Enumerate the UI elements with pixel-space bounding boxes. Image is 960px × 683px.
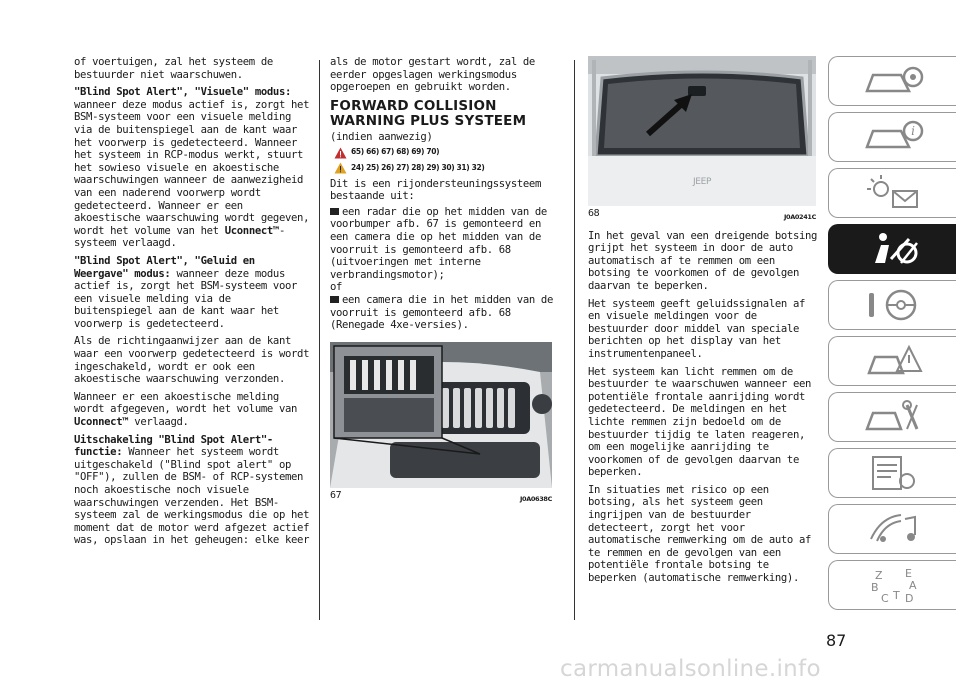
page-number: 87 <box>826 631 847 650</box>
bullet-icon <box>330 208 339 215</box>
paragraph: "Blind Spot Alert", "Visuele" modus: wanneer deze modus actief is, zorgt het BSM-systeem voor een visuele melding via de buitenspiegel aan de kant waar het voorwerp is gedetecteerd. Wanneer het systeem in RCP-modus werkt, stuurt het sowieso visuele en akoestische waarschuwingen wanneer de aanwezigheid van een naderend voorwerp wordt gedetecteerd. Wanneer er een akoestische waarschuwing wordt gegeven, wordt het volume van het Uconnect™-systeem verlaagd. <box>74 86 310 250</box>
paragraph: Als de richtingaanwijzer aan de kant waar een voorwerp gedetecteerd is wordt ingeschakeld, wordt er ook een akoestische waarschuwing verzonden. <box>74 335 310 386</box>
column-divider <box>574 60 575 620</box>
figure-windshield <box>588 56 816 206</box>
paragraph: of <box>330 281 343 294</box>
figure-caption <box>588 208 816 224</box>
alphabet-index-icon <box>861 565 925 605</box>
figure-front-bumper <box>330 342 552 488</box>
index-letter: E <box>904 567 912 580</box>
figure-code: J0A0241C <box>783 213 816 221</box>
tab-getting-to-know[interactable] <box>828 112 956 162</box>
paragraph: In situaties met risico op een botsing, als het systeem geen ingrijpen van de bestuurder detecteert, zorgt het voor automatische remwerking om de auto af te remmen en de gevolgen van een potentiële frontale botsing te beperken (automatische remwerking). <box>588 483 812 585</box>
index-letter: D <box>904 592 913 605</box>
warning-references: 65) 66) 67) 68) 69) 70) <box>334 146 560 159</box>
bullet-item: een radar die op het midden van de voorbumper afb. 67 is gemonteerd en een camera die op het midden van de voorruit is gemonteerd afb. 68 (uitvoeringen met interne verbrandingsmotor); <box>330 205 547 281</box>
text-column-1 <box>74 56 312 552</box>
car-dashboard-icon <box>861 61 925 101</box>
tab-servicing[interactable] <box>828 392 956 442</box>
tab-starting-driving[interactable] <box>828 280 956 330</box>
paragraph: of voertuigen, zal het systeem de bestuurder niet waarschuwen. <box>74 56 273 81</box>
steering-wheel-icon <box>861 285 925 325</box>
paragraph: In het geval van een dreigende botsing grijpt het systeem in door de auto automatisch af te remmen om een botsing te voorkomen of de gevolgen daarvan te beperken. <box>588 229 818 292</box>
emergency-car-icon <box>861 341 925 381</box>
figure-caption <box>330 490 552 506</box>
tab-safety[interactable] <box>828 224 956 274</box>
lights-message-icon <box>861 173 925 213</box>
figure-code: J0A0638C <box>519 494 552 503</box>
bullet-item: een camera die in het midden van de voorruit is gemonteerd afb. 68 (Renegade 4xe-versies). <box>330 293 553 332</box>
text-column-2 <box>330 56 560 505</box>
index-letter: B <box>870 581 879 594</box>
watermark: carmanualsonline.info <box>560 656 821 682</box>
section-subheading: (indien aanwezig) <box>330 130 433 143</box>
paragraph: Het systeem kan licht remmen om de bestuurder te waarschuwen wanneer een potentiële frontale aanrijding wordt gedetecteerd. De meldingen en het lichte remmen zijn bedoeld om de bestuurder tijdig te laten reageren, om een mogelijke aanrijding te voorkomen of de gevolgen daarvan te beperken. <box>588 365 812 479</box>
car-info-icon <box>861 117 925 157</box>
paragraph: Dit is een rijondersteuningssysteem bestaande uit: <box>330 177 541 203</box>
paragraph: Wanneer er een akoestische melding wordt afgegeven, wordt het volume van Uconnect™ verlaagd. <box>74 390 298 429</box>
paragraph: als de motor gestart wordt, zal de eerder opgeslagen werkingsmodus opgeroepen en gebruikt worden. <box>330 56 535 94</box>
caution-references: 24) 25) 26) 27) 28) 29) 30) 31) 32) <box>334 162 560 175</box>
chapter-tabs <box>828 56 960 616</box>
tab-multimedia[interactable] <box>828 504 956 554</box>
index-letter: C <box>880 592 889 605</box>
bullet-icon <box>330 296 339 303</box>
svg-text:i: i <box>910 124 915 138</box>
column-divider <box>319 60 320 620</box>
mode-label: "Blind Spot Alert", "Visuele" modus: <box>74 86 292 99</box>
tab-technical-data[interactable] <box>828 448 956 498</box>
caution-triangle-icon <box>334 162 347 174</box>
technical-data-icon <box>861 453 925 493</box>
service-tools-icon <box>861 397 925 437</box>
tab-warning-lights[interactable] <box>828 168 956 218</box>
index-letter: Z <box>874 569 883 582</box>
paragraph: Uitschakeling "Blind Spot Alert"-functie: Wanneer het systeem wordt uitgeschakeld ("Blind spot alert" op "OFF"), zullen de BSM- of RCP-systemen noch akoestische noch visuele waarschuwingen verzenden. Het BSM-systeem zal de werkingsmodus die op het moment dat de motor werd afgezet actief was, opslaan in het geheugen: elke keer <box>74 433 310 547</box>
index-letter: A <box>908 579 917 592</box>
paragraph: Het systeem geeft geluidssignalen af en visuele meldingen voor de bestuurder door middel van speciale berichten op het display van het instrumentenpaneel. <box>588 297 806 360</box>
tab-dashboard[interactable] <box>828 56 956 106</box>
text-column-3 <box>588 56 820 590</box>
figure-number: 67 <box>330 489 342 501</box>
mode-label: "Blind Spot Alert", "Geluid en Weergave" modus: <box>74 254 255 280</box>
warning-triangle-icon <box>334 147 347 159</box>
index-letter: T <box>892 589 900 602</box>
paragraph: "Blind Spot Alert", "Geluid en Weergave" modus: wanneer deze modus actief is, zorgt het BSM-systeem voor een visuele melding via de buitenspiegel aan de kant waar het voorwerp is gedetecteerd. <box>74 254 298 330</box>
windshield-camera-image <box>588 56 816 206</box>
tab-emergency[interactable] <box>828 336 956 386</box>
mode-label: Uitschakeling "Blind Spot Alert"-functie: <box>74 433 273 459</box>
tab-index[interactable] <box>828 560 956 610</box>
figure-number: 68 <box>588 208 600 219</box>
car-front-image <box>330 342 552 488</box>
safety-airbag-icon <box>861 229 925 269</box>
multimedia-icon <box>861 509 925 549</box>
svg-text:JEEP: JEEP <box>692 177 712 187</box>
section-heading: FORWARD COLLISION WARNING PLUS SYSTEEM <box>330 97 527 129</box>
